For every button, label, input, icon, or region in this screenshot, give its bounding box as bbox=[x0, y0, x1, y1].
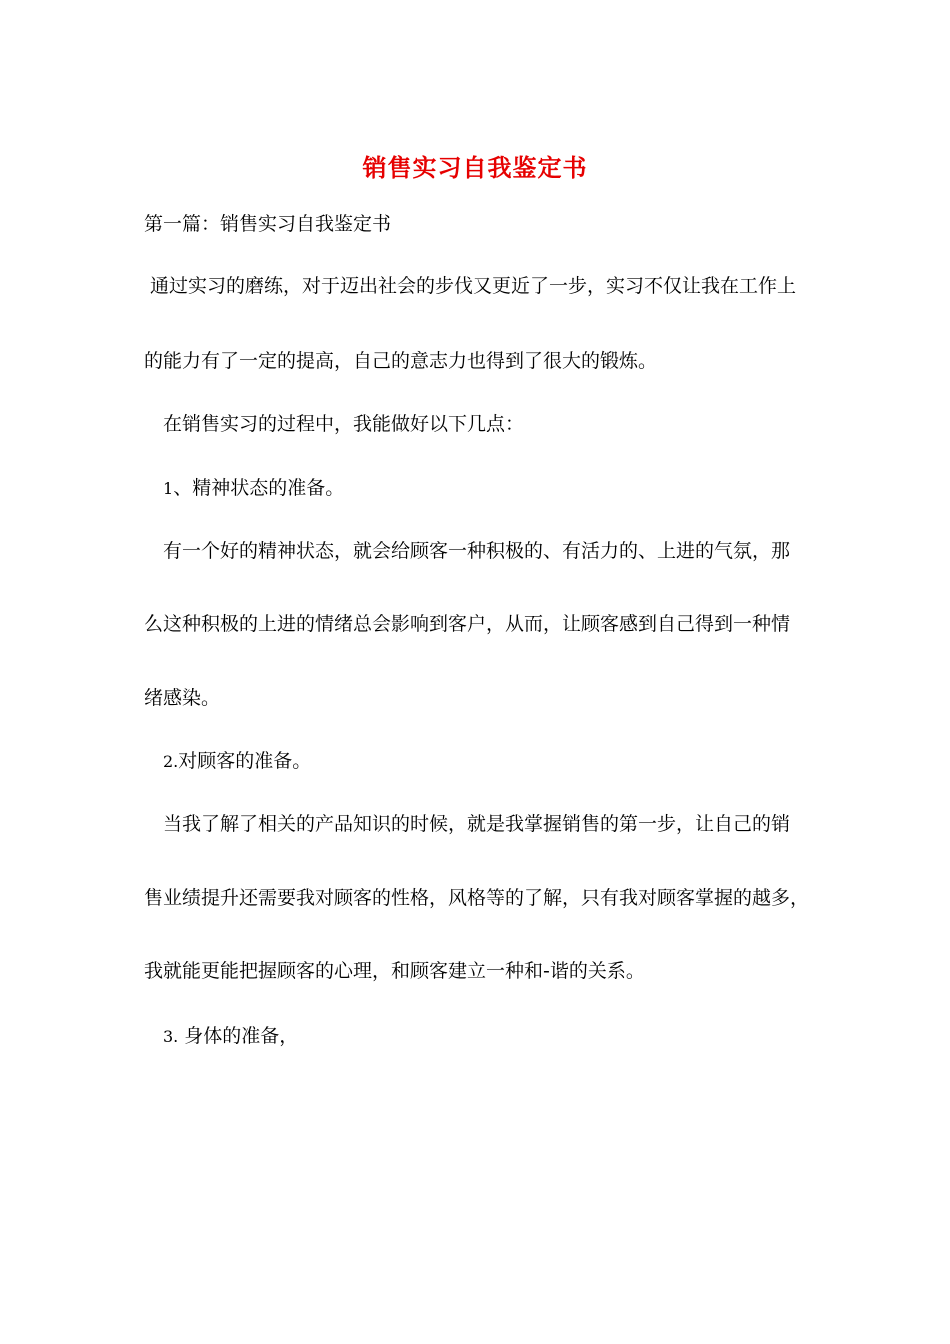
paragraph-line: 我就能更能把握顾客的心理，和顾客建立一种和-谐的关系。 bbox=[144, 960, 645, 982]
paragraph-line: 绪感染。 bbox=[144, 687, 221, 709]
subtitle: 第一篇：销售实习自我鉴定书 bbox=[144, 213, 392, 235]
paragraph-line: 有一个好的精神状态，就会给顾客一种积极的、有活力的、上进的气氛，那 bbox=[163, 540, 791, 562]
paragraph-line: 当我了解了相关的产品知识的时候，就是我掌握销售的第一步，让自己的销 bbox=[163, 813, 791, 835]
list-number: 3. bbox=[163, 1027, 179, 1046]
paragraph-line: 售业绩提升还需要我对顾客的性格，风格等的了解，只有我对顾客掌握的越多， bbox=[144, 887, 810, 909]
list-number: 1 bbox=[163, 479, 174, 498]
list-item-2 bbox=[163, 747, 843, 776]
paragraph-line: 么这种积极的上进的情绪总会影响到客户，从而，让顾客感到自己得到一种情 bbox=[144, 613, 791, 635]
paragraph-line: 通过实习的磨练，对于迈出社会的步伐又更近了一步，实习不仅让我在工作上 bbox=[150, 275, 797, 297]
document-title: 销售实习自我鉴定书 bbox=[362, 153, 588, 182]
list-item-1 bbox=[163, 474, 843, 503]
paragraph-line: 的能力有了一定的提高，自己的意志力也得到了很大的锻炼。 bbox=[144, 350, 658, 372]
list-text: 对顾客的准备。 bbox=[178, 750, 312, 772]
list-text: 、精神状态的准备。 bbox=[173, 477, 345, 499]
paragraph-line: 在销售实习的过程中，我能做好以下几点： bbox=[163, 413, 525, 435]
list-text: 身体的准备， bbox=[178, 1025, 299, 1047]
list-item-3 bbox=[163, 1022, 843, 1051]
list-number: 2. bbox=[163, 752, 179, 771]
